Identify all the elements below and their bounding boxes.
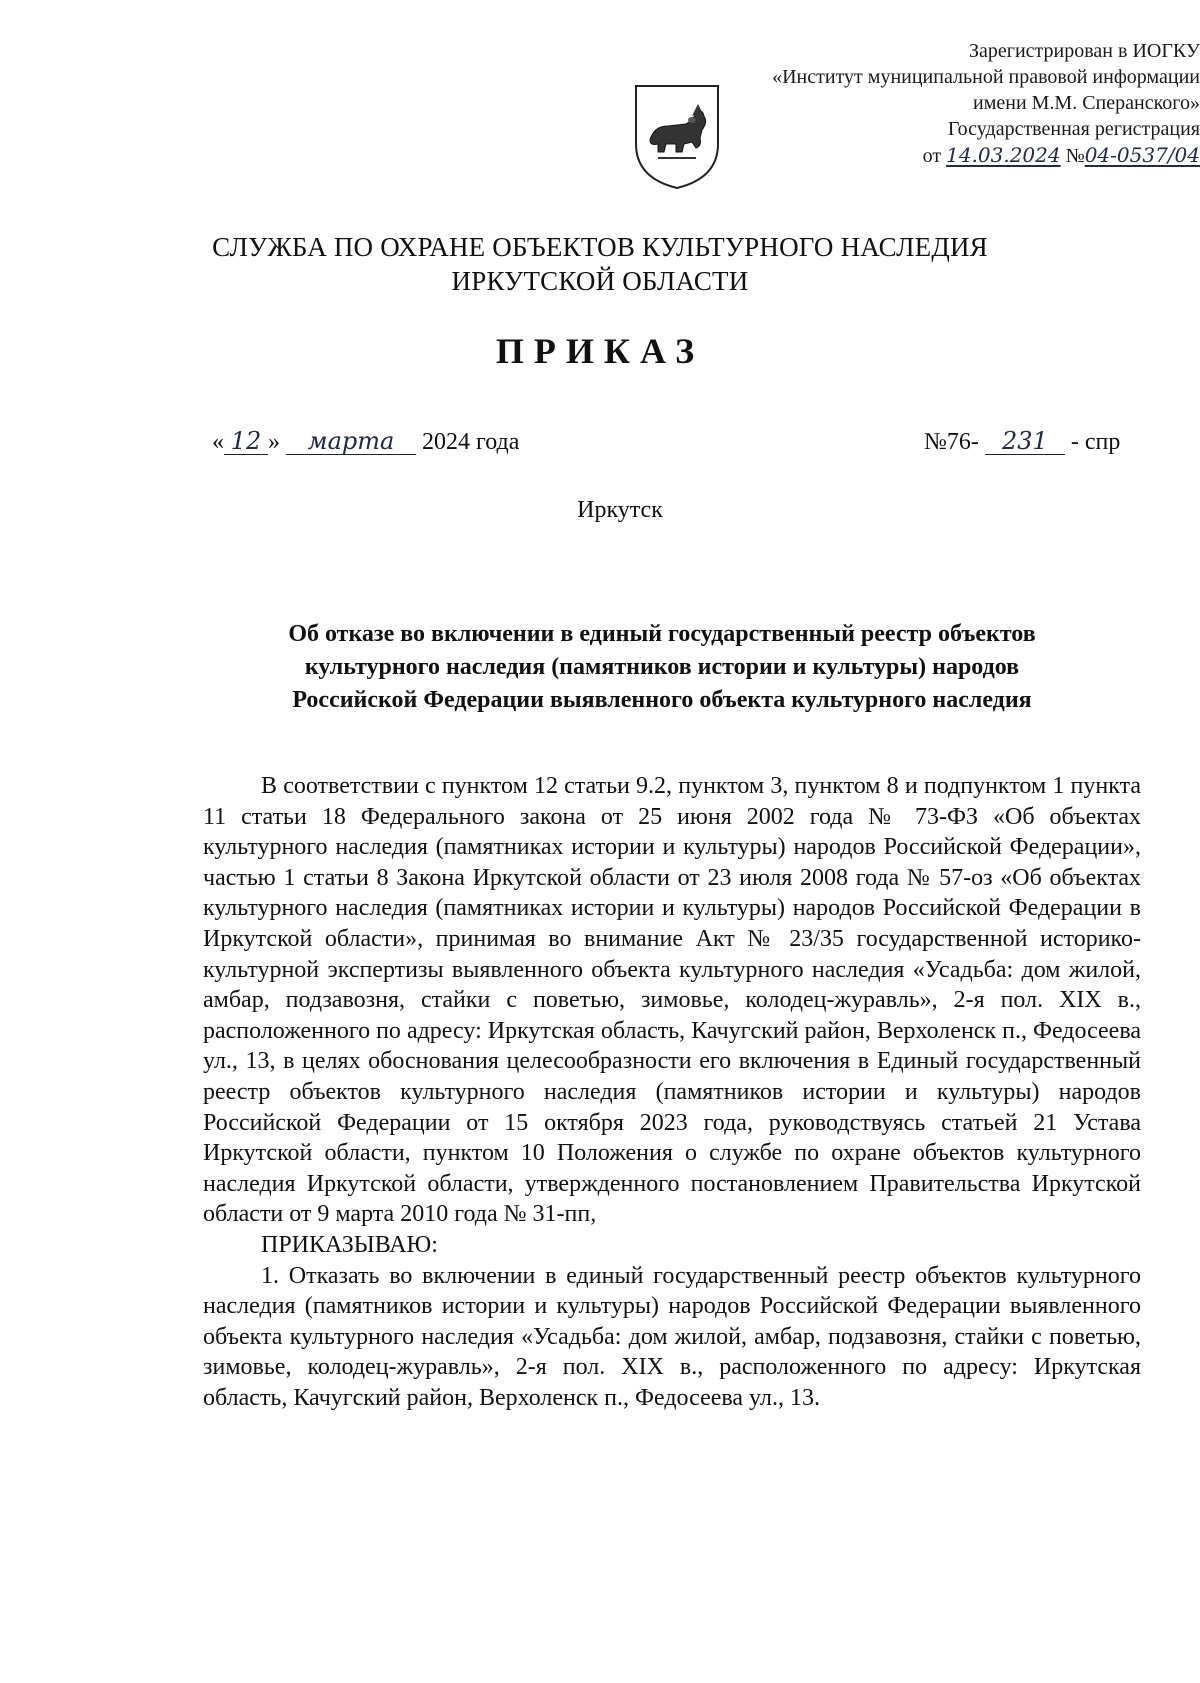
date-month-handwritten: марта xyxy=(286,428,416,455)
registration-date-handwritten: 14.03.2024 xyxy=(946,143,1061,167)
order-word: ПРИКАЗЫВАЮ: xyxy=(261,1231,438,1258)
agency-heading xyxy=(0,230,1200,298)
order-subject xyxy=(212,618,1112,717)
agency-line-1: СЛУЖБА ПО ОХРАНЕ ОБЪЕКТОВ КУЛЬТУРНОГО НАСЛЕДИЯ xyxy=(212,232,988,262)
registration-line-3: имени М.М. Сперанского» xyxy=(973,92,1200,114)
number-suffix: - спр xyxy=(1070,429,1121,455)
order-item-1: 1. Отказать во включении в единый государственный реестр объектов культурного наследия (памятников истории и культуры) народов Российской Федерации выявленного объекта культурного наследия «Усадьба: дом жилой, амбар, подзавозня, стайки с поветью, зимовье, колодец-журавль», 2-я пол. XIX в., расположенного по адресу: Иркутская область, Качугский район, Верхоленск п., Федосеева ул., 13. xyxy=(203,1262,1141,1411)
registration-line-1: Зарегистрирован в ИОГКУ xyxy=(969,40,1200,62)
subject-line-2: культурного наследия (памятников истории и культуры) народов xyxy=(304,654,1020,680)
agency-line-2: ИРКУТСКОЙ ОБЛАСТИ xyxy=(451,266,749,296)
number-handwritten: 231 xyxy=(985,428,1065,455)
registration-from-label: от xyxy=(922,145,942,167)
order-number xyxy=(924,428,1120,456)
date-day-handwritten: 12 xyxy=(224,428,268,455)
registration-line-4: Государственная регистрация xyxy=(947,118,1200,140)
registration-number-label: № xyxy=(1065,145,1085,167)
subject-line-1: Об отказе во включении в единый государственный реестр объектов xyxy=(288,621,1036,647)
number-prefix: №76- xyxy=(924,429,979,455)
date-close-quote: » xyxy=(268,429,280,455)
registration-line-2: «Институт муниципальной правовой информации xyxy=(772,66,1200,88)
subject-line-3: Российской Федерации выявленного объекта культурного наследия xyxy=(292,687,1032,713)
registration-number-handwritten: 04-0537/04 xyxy=(1084,143,1200,167)
irkutsk-coat-of-arms-icon xyxy=(632,82,722,192)
registration-date-line xyxy=(700,142,1200,169)
document-type-title: ПРИКАЗ xyxy=(495,331,705,371)
date-year-text: 2024 года xyxy=(422,429,520,455)
city-name: Иркутск xyxy=(577,497,663,523)
date-open-quote: « xyxy=(212,429,224,455)
order-body xyxy=(203,771,1141,1413)
order-date xyxy=(212,428,519,456)
preamble-paragraph: В соответствии с пунктом 12 статьи 9.2, пунктом 3, пунктом 8 и подпунктом 1 пункта 11 статьи 18 Федерального закона от 25 июня 2002 года № 73-ФЗ «Об объектах культурного наследия (памятниках истории и культуры) народов Российской Федерации», частью 1 статьи 8 Закона Иркутской области от 23 июля 2008 года № 57-оз «Об объектах культурного наследия (памятниках истории и культуры) народов Российской Федерации в Иркутской области», принимая во внимание Акт № 23/35 государственной историко-культурной экспертизы выявленного объекта культурного наследия «Усадьба: дом жилой, амбар, подзавозня, стайки с поветью, зимовье, колодец-журавль», 2-я пол. XIX в., расположенного по адресу: Иркутская область, Качугский район, Верхоленск п., Федосеева ул., 13, в целях обоснования целесообразности его включения в Единый государственный реестр объектов культурного наследия (памятников истории и культуры) народов Российской Федерации от 15 октября 2023 года, руководствуясь статьей 21 Устава Иркутской области, пунктом 10 Положения о службе по охране объектов культурного наследия Иркутской области, утвержденного постановлением Правительства Иркутской области от 9 марта 2010 года № 31-пп, xyxy=(203,773,1141,1228)
registration-stamp xyxy=(700,38,1200,169)
